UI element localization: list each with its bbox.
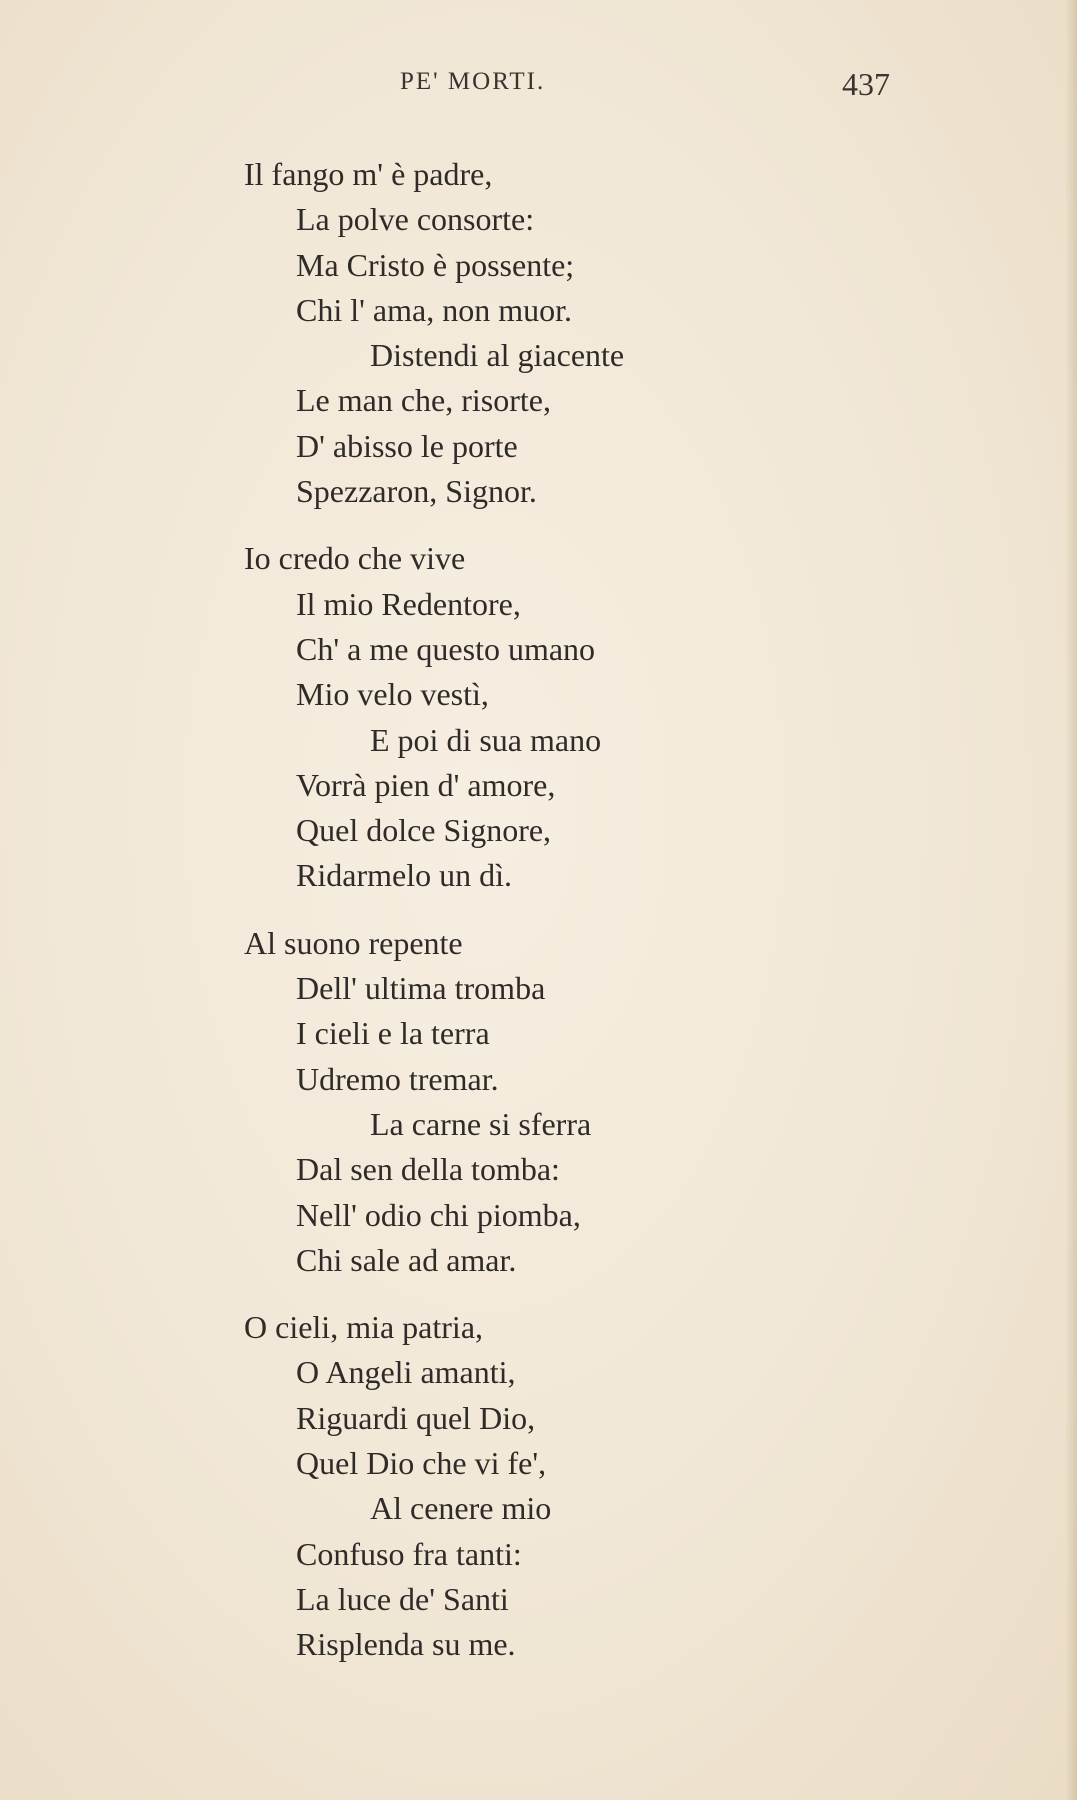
page-number: 437	[842, 66, 890, 102]
running-title: PE' MORTI.	[400, 68, 546, 95]
stanza	[240, 1305, 940, 1667]
verse-line: La polve consorte:	[296, 201, 535, 238]
verse-line: O cieli, mia patria,	[244, 1309, 484, 1346]
verse-line: La luce de' Santi	[296, 1580, 509, 1617]
verse-line: Udremo tremar.	[296, 1060, 499, 1097]
verse-line: O Angeli amanti,	[296, 1354, 516, 1391]
verse-line: E poi di sua mano	[370, 721, 602, 758]
verse-line: Io credo che vive	[244, 540, 466, 577]
verse-line: Al cenere mio	[370, 1490, 552, 1527]
verse-line: Quel Dio che vi fe',	[296, 1445, 547, 1482]
stanza	[240, 536, 940, 898]
verse-line: D' abisso le porte	[296, 427, 518, 464]
verse-line: Ridarmelo un dì.	[296, 857, 512, 894]
verse-line: Risplenda su me.	[296, 1626, 516, 1663]
verse-line: Mio velo vestì,	[296, 676, 489, 713]
verse-line: Le man che, risorte,	[296, 382, 551, 419]
poem	[240, 152, 940, 1690]
verse-line: Chi l' ama, non muor.	[296, 291, 572, 328]
verse-line: Confuso fra tanti:	[296, 1535, 522, 1572]
verse-line: Ma Cristo è possente;	[296, 246, 575, 283]
verse-line: Nell' odio chi piomba,	[296, 1196, 581, 1233]
verse-line: Al suono repente	[244, 924, 463, 961]
verse-line: Dell' ultima tromba	[296, 970, 546, 1007]
verse-line: Vorrà pien d' amore,	[296, 766, 556, 803]
verse-line: Il mio Redentore,	[296, 585, 521, 622]
verse-line: Il fango m' è padre,	[244, 156, 493, 192]
verse-line: Chi sale ad amar.	[296, 1241, 517, 1278]
page-edge-shadow	[1065, 0, 1077, 1800]
verse-line: La carne si sferra	[370, 1105, 592, 1142]
verse-line: Distendi al giacente	[370, 337, 625, 374]
stanza	[240, 921, 940, 1283]
stanza	[240, 152, 940, 514]
verse-line: I cieli e la terra	[296, 1015, 490, 1052]
verse-line: Riguardi quel Dio,	[296, 1399, 536, 1436]
verse-line: Dal sen della tomba:	[296, 1151, 560, 1188]
verse-line: Quel dolce Signore,	[296, 812, 552, 849]
verse-line: Spezzaron, Signor.	[296, 473, 537, 510]
verse-line: Ch' a me questo umano	[296, 630, 596, 667]
